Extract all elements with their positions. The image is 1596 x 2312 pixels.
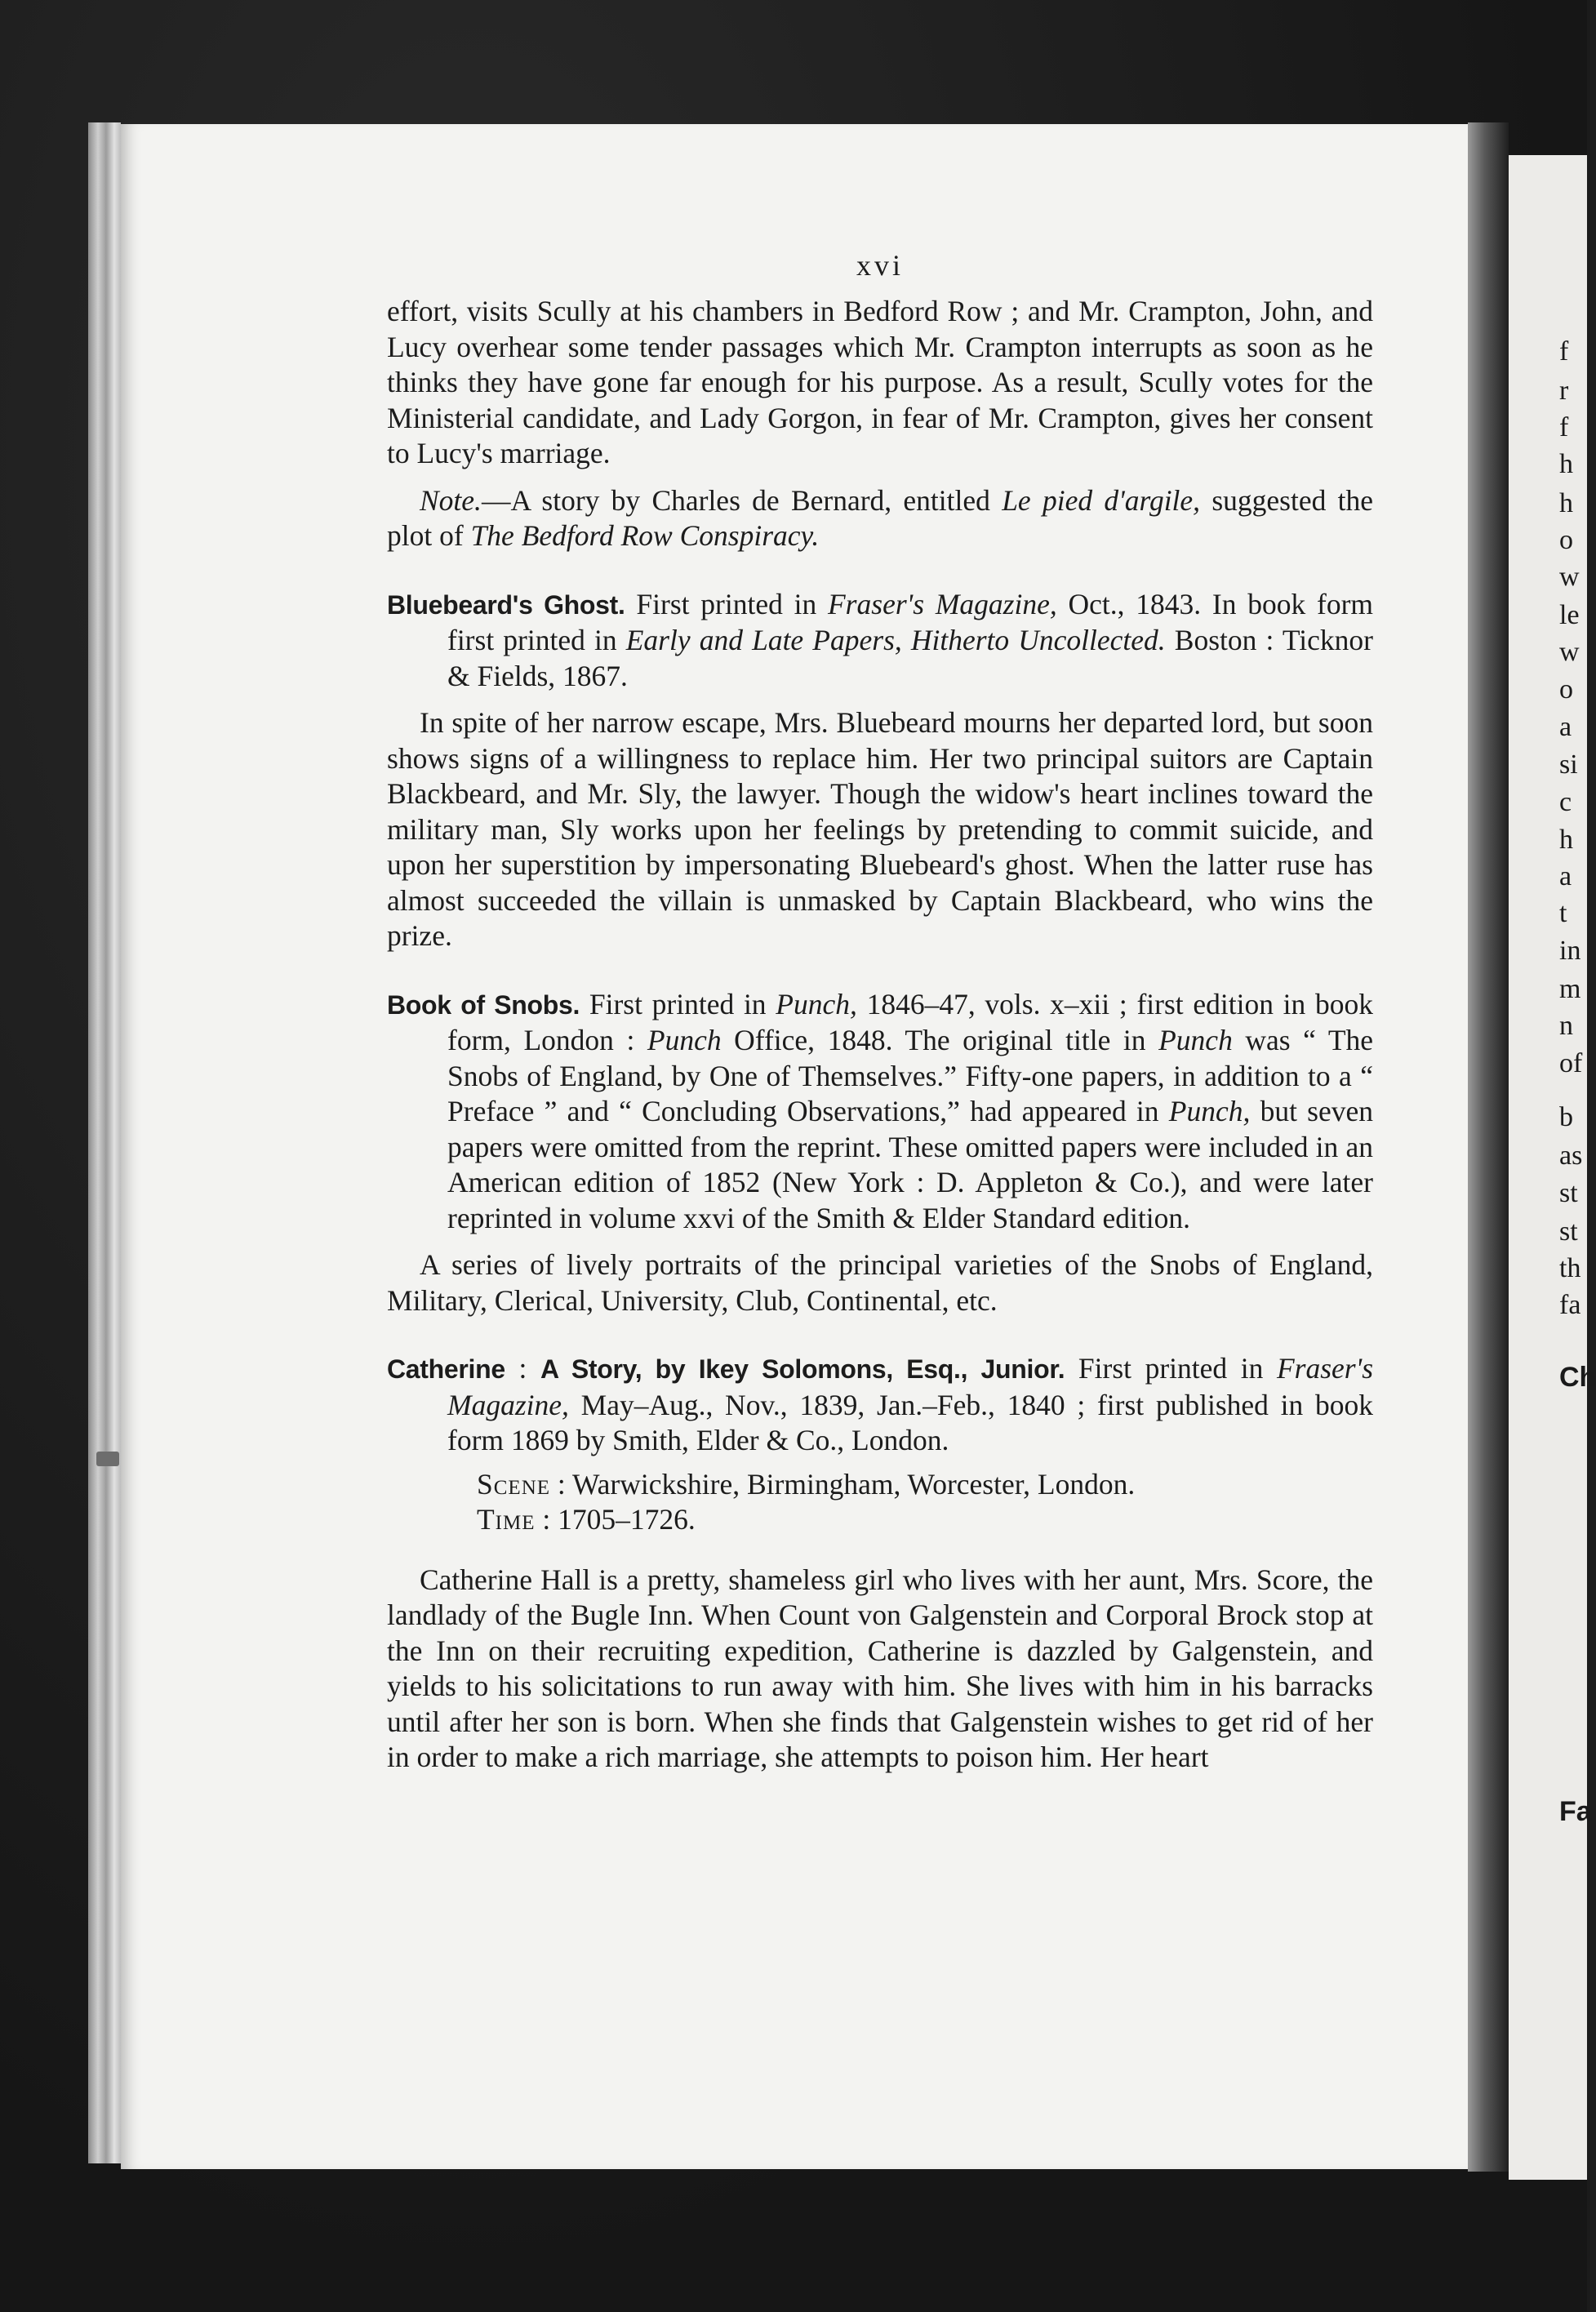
facing-page-fragment: o bbox=[1559, 674, 1573, 705]
catherine-title-sep: : bbox=[505, 1352, 540, 1385]
facing-page-fragment: si bbox=[1559, 749, 1578, 780]
page-number: xvi bbox=[856, 249, 904, 282]
facing-page-fragment: as bbox=[1559, 1140, 1583, 1171]
note-text-2: suggested the plot of bbox=[387, 483, 1373, 552]
facing-page-fragment: st bbox=[1559, 1178, 1578, 1208]
snobs-punch-2: Punch bbox=[647, 1024, 722, 1056]
facing-page-fragment: in bbox=[1559, 936, 1581, 966]
note-text-1: —A story by Charles de Bernard, entitled bbox=[481, 483, 990, 517]
snobs-pub-5: but seven papers were omitted from the reprint. These omitted papers were included in an American edition of 1852 (New York : D. Appleton & Co.), and were later reprinted in volume xxvi of the Smith & Elder Standard edition. bbox=[447, 1095, 1374, 1234]
snobs-punch-3: Punch bbox=[1158, 1024, 1233, 1056]
snobs-pub-1: First printed in bbox=[589, 987, 767, 1020]
bluebeard-summary: In spite of her narrow escape, Mrs. Bluebeard mourns her departed lord, but soon shows signs of a willingness to replace him. Her two principal suitors are Captain Blackbeard, and Mr. Sly, the lawyer. Though the widow's heart inclines toward the military man, Sly works upon her feelings by pretending to commit suicide, and upon her superstition by impersonating Bluebeard's ghost. When the latter ruse has almost succeeded the villain is unmasked by Captain Blackbeard, who wins the prize. bbox=[387, 706, 1373, 952]
time-line bbox=[477, 1502, 1373, 1538]
scene-time-block bbox=[387, 1467, 1373, 1538]
bluebeard-title: Bluebeard's Ghost. bbox=[387, 589, 625, 620]
intro-paragraph: effort, visits Scully at his chambers in Bedford Row ; and Mr. Crampton, John, and Lucy overhear some tender passages which Mr. Crampton interrupts as soon as he thinks they have gone far enough for his purpose. As a result, Scully votes for the Ministerial candidate, and Lady Gorgon, in fear of Mr. Crampton, gives her consent to Lucy's marriage. bbox=[387, 295, 1373, 469]
snobs-pub-4: was “ The Snobs of England, by One of Themselves.” Fifty-one papers, in addition to a “ Preface ” and “ Concluding Observations,” had appeared in bbox=[447, 1024, 1374, 1127]
facing-page-fragment: r bbox=[1559, 376, 1569, 406]
facing-page-fragment: a bbox=[1559, 861, 1572, 891]
facing-page-fragment: o bbox=[1559, 525, 1573, 555]
facing-page-fragment: le bbox=[1559, 600, 1580, 630]
bluebeard-book: Early and Late Papers, Hitherto Uncollected. bbox=[625, 624, 1166, 656]
snobs-pub-3: Office, 1848. The original title in bbox=[734, 1024, 1146, 1056]
page-tab-mark bbox=[96, 1452, 119, 1466]
catherine-entry bbox=[387, 1351, 1373, 1459]
catherine-magazine: Fraser's Magazine, bbox=[447, 1352, 1374, 1421]
book-gutter bbox=[1468, 122, 1509, 2172]
facing-page-fragment: st bbox=[1559, 1216, 1578, 1247]
snobs-entry bbox=[387, 987, 1373, 1237]
bluebeard-pub-3: Boston : Ticknor & Fields, 1867. bbox=[447, 624, 1373, 692]
bluebeard-entry bbox=[387, 587, 1373, 695]
facing-page-fragment: of bbox=[1559, 1048, 1583, 1078]
scene-value: : Warwickshire, Birmingham, Worcester, London. bbox=[557, 1467, 1136, 1501]
scene-label: Scene bbox=[477, 1467, 551, 1501]
catherine-summary: Catherine Hall is a pretty, shameless girl who lives with her aunt, Mrs. Score, the landlady of the Bugle Inn. When Count von Galgenstein and Corporal Brock stop at the Inn on their recruiting expedition, Catherine is dazzled by Galgenstein, and yields to his solicitations to run away with him. She lives with him in his barracks until after her son is born. When she finds that Galgenstein wishes to get rid of her in order to make a rich marriage, she attempts to poison him. Her heart bbox=[387, 1563, 1373, 1773]
snobs-pub-2: 1846–47, vols. x–xii ; first edition in book form, London : bbox=[447, 987, 1373, 1056]
note-title: Le pied d'argile, bbox=[1002, 483, 1201, 517]
facing-page-fragment: f bbox=[1559, 412, 1569, 442]
bluebeard-pub-1: First printed in bbox=[636, 587, 817, 620]
facing-page-fragment: b bbox=[1559, 1102, 1573, 1132]
snobs-summary: A series of lively portraits of the principal varieties of the Snobs of England, Military, Clerical, University, Club, Continental, etc. bbox=[387, 1248, 1373, 1317]
catherine-pub-2: May–Aug., Nov., 1839, Jan.–Feb., 1840 ; first published in book form 1869 by Smith, Elder & Co., London. bbox=[447, 1388, 1373, 1456]
scene-line bbox=[477, 1467, 1373, 1503]
facing-page-fragment: c bbox=[1559, 787, 1572, 817]
catherine-title-2: A Story, by Ikey Solomons, Esq., Junior. bbox=[540, 1354, 1065, 1384]
facing-page-fragment: Ch bbox=[1559, 1362, 1596, 1393]
note-work: The Bedford Row Conspiracy. bbox=[470, 519, 820, 552]
snobs-title: Book of Snobs. bbox=[387, 989, 580, 1020]
facing-page-fragment: h bbox=[1559, 488, 1573, 518]
page-content bbox=[387, 245, 1373, 1776]
facing-page-fragment: w bbox=[1559, 562, 1580, 592]
facing-page-fragment: h bbox=[1559, 825, 1573, 855]
facing-page-fragment: m bbox=[1559, 974, 1581, 1004]
time-label: Time bbox=[477, 1503, 536, 1536]
page-stack-edge bbox=[88, 122, 121, 2163]
facing-page-fragment: a bbox=[1559, 712, 1572, 742]
note-paragraph bbox=[387, 483, 1373, 554]
facing-page-fragment: fa bbox=[1559, 1290, 1581, 1320]
facing-page-fragment: n bbox=[1559, 1011, 1573, 1041]
bluebeard-pub-2: Oct., 1843. In book form first printed in bbox=[447, 587, 1374, 656]
facing-page-fragment: h bbox=[1559, 449, 1573, 479]
note-label: Note. bbox=[420, 483, 482, 517]
facing-page-fragment: w bbox=[1559, 637, 1580, 667]
bluebeard-magazine: Fraser's Magazine, bbox=[828, 587, 1057, 620]
catherine-title-1: Catherine bbox=[387, 1354, 505, 1384]
catherine-pub-1: First printed in bbox=[1078, 1352, 1264, 1385]
facing-page-fragment: f bbox=[1559, 336, 1569, 367]
facing-page-fragment: t bbox=[1559, 898, 1567, 928]
time-value: : 1705–1726. bbox=[542, 1503, 696, 1536]
facing-page-fragment: th bbox=[1559, 1253, 1581, 1283]
snobs-punch-1: Punch, bbox=[776, 987, 857, 1020]
facing-page-fragment: Fa bbox=[1559, 1796, 1592, 1827]
snobs-punch-4: Punch, bbox=[1168, 1095, 1251, 1127]
